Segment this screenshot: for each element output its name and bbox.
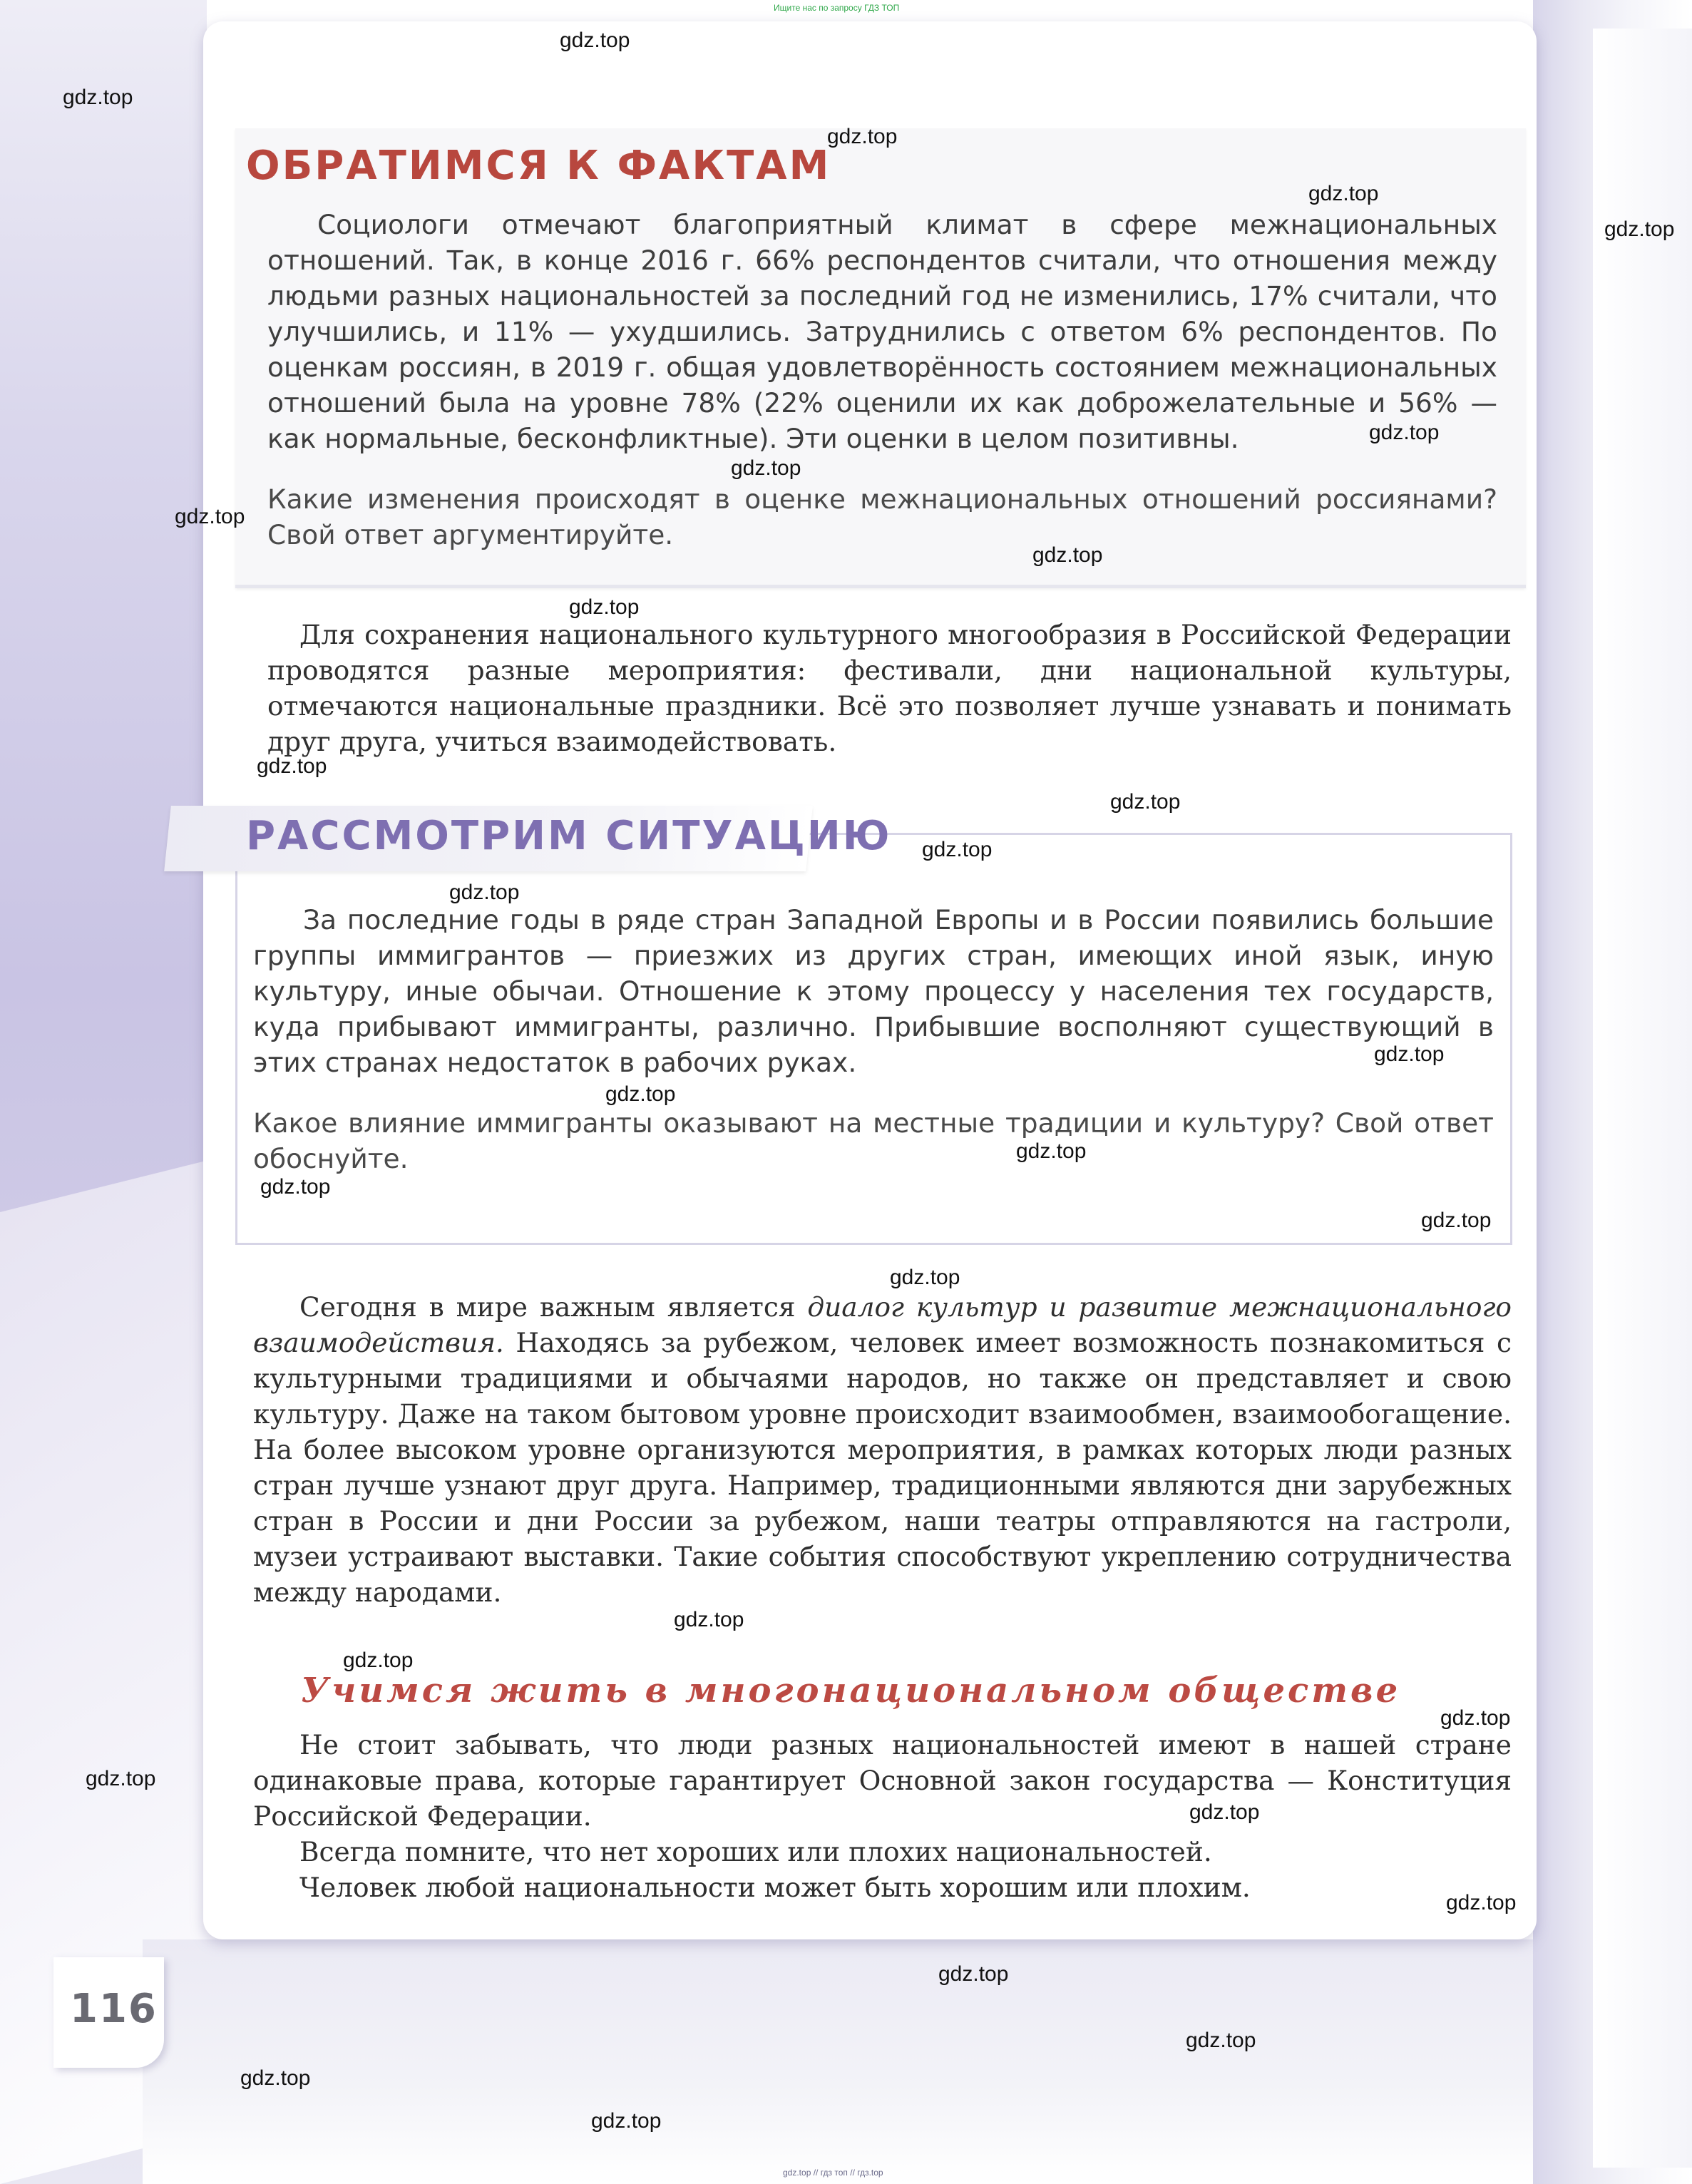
watermark: gdz.top [1604, 217, 1675, 241]
watermark: gdz.top [260, 1175, 331, 1199]
paragraph-equal-rights: Не стоит забывать, что люди разных национальностей имеют в нашей стране одинаковые права, которые гарантирует Основной закон государства — Конституция Российской Федерации. [253, 1729, 1512, 1832]
section-subheading: Учимся жить в многонациональном обществе [301, 1671, 1401, 1711]
situation-heading: РАССМОТРИМ СИТУАЦИЮ [246, 813, 892, 859]
bottom-note: gdz.top // гдз топ // гдз.top [783, 2168, 883, 2178]
watermark: gdz.top [674, 1608, 744, 1631]
paragraph-no-bad-nationalities: Всегда помните, что нет хороших или плохих национальностей. [299, 1836, 1212, 1867]
watermark: gdz.top [1374, 1042, 1445, 1066]
watermark: gdz.top [731, 456, 801, 480]
watermark: gdz.top [63, 86, 133, 109]
watermark: gdz.top [1369, 421, 1440, 444]
paragraph-lead: Сегодня в мире важным является [299, 1291, 808, 1323]
paragraph-any-nationality: Человек любой национальности может быть хорошим или плохим. [299, 1872, 1251, 1903]
watermark: gdz.top [343, 1649, 414, 1672]
situation-text: За последние годы в ряде стран Западной Европы и в России появились большие группы иммигрантов — приезжих из других стран, имеющих иной язык, иную культуру, иные обычаи. Отношение к этому процессу у населения тех государств, куда прибывают иммигранты, различно. Прибывшие восполняют существующий в этих странах недостаток в рабочих руках. [253, 904, 1494, 1078]
facts-question: Какие изменения происходят в оценке межнациональных отношений россиянами? Свой ответ аргументируйте. [267, 483, 1497, 550]
facts-heading: ОБРАТИМСЯ К ФАКТАМ [246, 143, 831, 189]
watermark: gdz.top [922, 838, 993, 861]
watermark: gdz.top [1189, 1800, 1260, 1824]
page-number: 116 [70, 1986, 158, 2032]
watermark: gdz.top [827, 125, 898, 148]
watermark: gdz.top [1110, 790, 1181, 814]
next-page-edge [1593, 29, 1692, 2168]
watermark: gdz.top [1308, 182, 1379, 205]
paragraph-italic-term: диалог культур и развитие межнационального взаимодействия. [253, 1291, 1512, 1358]
watermark: gdz.top [1446, 1891, 1517, 1914]
situation-question: Какое влияние иммигранты оказывают на местные традиции и культуру? Свой ответ обоснуйте. [253, 1107, 1494, 1174]
watermark: gdz.top [86, 1767, 156, 1790]
facts-text: Социологи отмечают благоприятный климат в сфере межнациональных отношений. Так, в конце 2016 г. 66% респондентов считали, что отношения между людьми разных национальностей за последний год не изменились, 17% считали, что улучшились, и 11% — ухудшились. Затруднились с ответом 6% респондентов. По оценкам россиян, в 2019 г. общая удовлетворённость состоянием межнациональных отношений была на уровне 78% (22% оценили их как доброжелательные и 56% — как нормальные, бесконфликтные). Эти оценки в целом позитивны. [267, 209, 1497, 454]
top-note: Ищите нас по запросу ГДЗ ТОП [774, 3, 900, 13]
watermark: gdz.top [591, 2109, 662, 2133]
watermark: gdz.top [1440, 1706, 1511, 1730]
watermark: gdz.top [569, 595, 640, 619]
watermark: gdz.top [1186, 2029, 1256, 2052]
paragraph-cultural-diversity: Для сохранения национального культурного многообразия в Российской Федерации проводятся разные мероприятия: фестивали, дни национальной культуры, отмечаются национальные праздники. Всё это позволяет лучше узнавать и понимать друг друга, учиться взаимодействовать. [267, 619, 1512, 757]
paragraph-dialogue-of-cultures [253, 1289, 1512, 1610]
watermark: gdz.top [175, 505, 245, 528]
watermark: gdz.top [1032, 543, 1103, 567]
watermark: gdz.top [1016, 1139, 1087, 1163]
watermark: gdz.top [240, 2066, 311, 2090]
watermark: gdz.top [1421, 1209, 1492, 1232]
page-background-bottom [143, 1939, 1533, 2184]
watermark: gdz.top [890, 1266, 960, 1289]
paragraph-rest: Находясь за рубежом, человек имеет возможность познакомиться с культурными традициями и обычаями народов, но также он представляет и свою культуру. Даже на таком бытовом уровне происходит взаимообмен, взаимообогащение. На более высоком уровне организуются мероприятия, в рамках которых люди разных стран лучше узнают друг друга. Например, традиционными являются дни зарубежных стран в России и дни России за рубежом, наши театры отправляются на гастроли, музеи устраивают выставки. Такие события способствуют укреплению сотрудничества между народами. [253, 1327, 1512, 1608]
watermark: gdz.top [449, 881, 520, 904]
watermark: gdz.top [938, 1962, 1009, 1986]
watermark: gdz.top [257, 754, 327, 778]
watermark: gdz.top [560, 29, 630, 52]
watermark: gdz.top [605, 1082, 676, 1106]
